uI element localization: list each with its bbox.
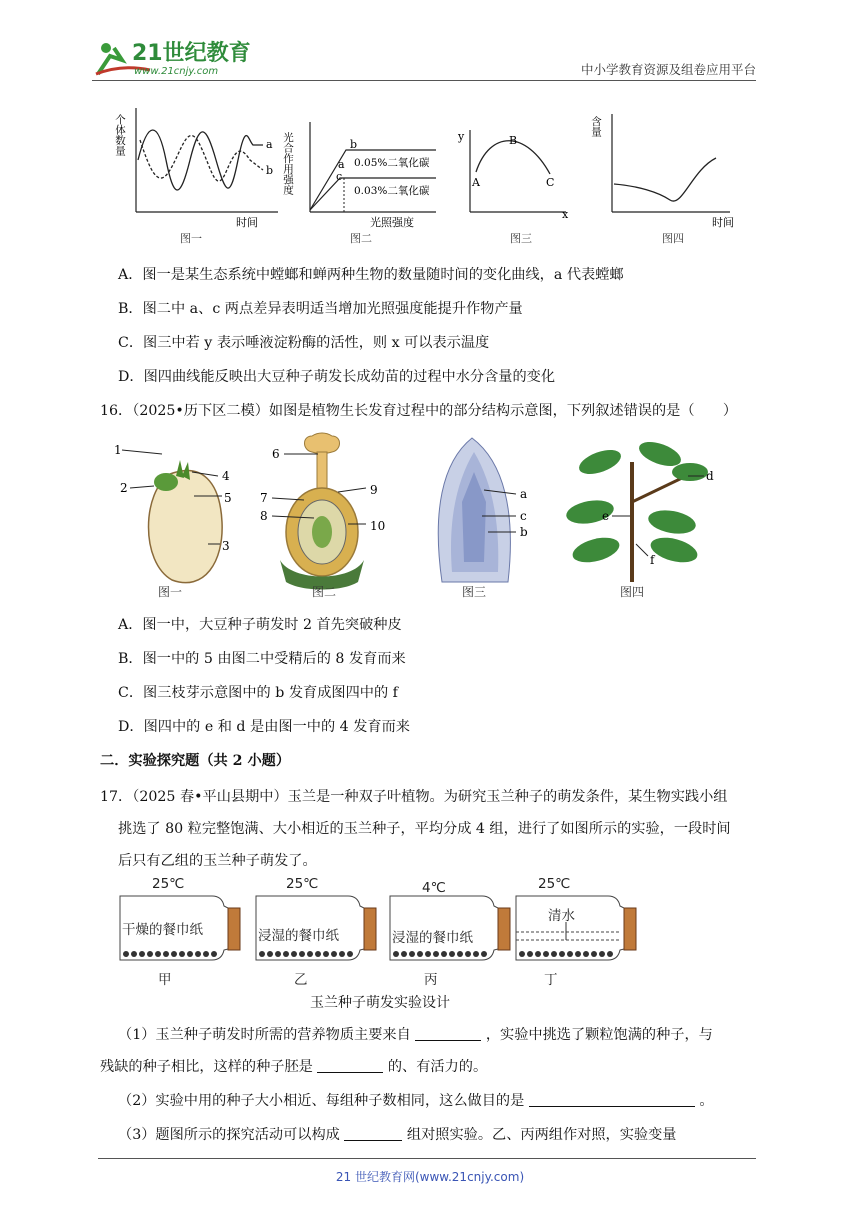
svg-text:6: 6 (272, 447, 280, 461)
svg-text:b: b (266, 164, 274, 177)
q16-stem: 16．（2025•历下区二模）如图是植物生长发育过程中的部分结构示意图，下列叙述错误的是（ ） (100, 403, 738, 419)
svg-text:b: b (520, 525, 528, 539)
svg-text:9: 9 (370, 483, 378, 497)
svg-text:0.03%二氧化碳: 0.03%二氧化碳 (354, 185, 430, 197)
svg-text:x: x (562, 208, 569, 221)
svg-text:e: e (602, 509, 610, 523)
q15-option-b: B．图二中 a、c 两点差异表明适当增加光照强度能提升作物产量 (118, 301, 523, 317)
svg-text:图二: 图二 (350, 232, 372, 245)
q17-line3: 后只有乙组的玉兰种子萌发了。 (118, 853, 317, 869)
q17-line1: 17．（2025 春•平山县期中）玉兰是一种双子叶植物。为研究玉兰种子的萌发条件，某生物实践小组 (100, 789, 728, 805)
svg-text:a: a (338, 158, 345, 171)
q16-option-a: A．图一中，大豆种子萌发时 2 首先突破种皮 (118, 617, 402, 633)
svg-text:7: 7 (260, 491, 268, 505)
svg-text:d: d (706, 469, 714, 483)
svg-text:图一: 图一 (158, 585, 183, 599)
svg-text:www.21cnjy.com: www.21cnjy.com (134, 66, 219, 77)
q16-option-c: C．图三枝芽示意图中的 b 发育成图四中的 f (118, 685, 398, 701)
answer-blank-1[interactable] (415, 1026, 481, 1041)
seed-diagram (114, 443, 232, 599)
svg-text:f: f (650, 553, 655, 567)
svg-text:10: 10 (370, 519, 386, 533)
svg-text:光合作用强度: 光合作用强度 (282, 132, 294, 195)
q17-line2: 挑选了 80 粒完整饱满、大小相近的玉兰种子，平均分成 4 组，进行了如图所示的实验，一段时间 (118, 821, 731, 837)
q15-option-c: C．图三中若 y 表示唾液淀粉酶的活性，则 x 可以表示温度 (118, 335, 490, 351)
header-divider (92, 80, 756, 81)
section-heading: 二．实验探究题（共 2 小题） (100, 753, 291, 769)
svg-text:图二: 图二 (312, 585, 337, 599)
svg-text:2: 2 (120, 481, 128, 495)
svg-text:含量: 含量 (590, 116, 602, 137)
svg-text:a: a (520, 487, 528, 501)
q15-option-d: D．图四曲线能反映出大豆种子萌发长成幼苗的过程中水分含量的变化 (118, 369, 556, 385)
q16-option-d: D．图四中的 e 和 d 是由图一中的 4 发育而来 (118, 719, 410, 735)
svg-text:c: c (520, 509, 527, 523)
graph-fig2 (282, 122, 436, 245)
graph-fig3 (457, 130, 569, 245)
answer-blank-2[interactable] (317, 1058, 383, 1073)
svg-text:图三: 图三 (462, 585, 487, 599)
branch-diagram (564, 437, 714, 599)
experiment-figure: 25℃ 25℃ 4℃ 25℃ 干燥的餐巾纸 浸湿的餐巾纸 浸湿的餐巾纸 清水 甲 乙 丙 丁 玉兰种子萌发实验设计 (112, 872, 672, 1012)
q17-part1-line1: （1）玉兰种子萌发时所需的营养物质主要来自 ，实验中挑选了颗粒饱满的种子，与 (118, 1027, 713, 1043)
header-platform-text: 中小学教育资源及组卷应用平台 (580, 62, 756, 77)
svg-text:A: A (472, 176, 480, 189)
experiment-caption: 玉兰种子萌发实验设计 (310, 995, 450, 1011)
svg-text:0.05%二氧化碳: 0.05%二氧化碳 (354, 157, 430, 169)
bottle-ding (516, 896, 636, 960)
q16-option-b: B．图一中的 5 由图二中受精后的 8 发育而来 (118, 651, 406, 667)
svg-text:4: 4 (222, 469, 230, 483)
graph-fig1 (114, 108, 278, 245)
svg-text:c: c (336, 170, 343, 183)
q15-option-a: A．图一是某生态系统中螳螂和蝉两种生物的数量随时间的变化曲线，a 代表螳螂 (118, 267, 624, 283)
svg-text:光照强度: 光照强度 (370, 216, 414, 229)
svg-text:a: a (266, 138, 273, 151)
footer-text: 21 世纪教育网(www.21cnjy.com) (335, 1170, 525, 1184)
q17-part3: （3）题图所示的探究活动可以构成 组对照实验。乙、丙两组作对照，实验变量 (118, 1127, 677, 1143)
svg-text:1: 1 (114, 443, 122, 457)
q17-part1-line2: 残缺的种子相比，这样的种子胚是 的、有活力的。 (100, 1059, 488, 1075)
flower-pistil-diagram (260, 433, 385, 599)
q17-part2: （2）实验中用的种子大小相近、每组种子数相同，这么做目的是 。 (118, 1093, 714, 1109)
figure-row-plant-structures (112, 432, 722, 602)
svg-text:3: 3 (222, 539, 230, 553)
svg-text:时间: 时间 (712, 216, 734, 229)
svg-text:21世纪教育: 21世纪教育 (132, 41, 251, 66)
svg-text:5: 5 (224, 491, 232, 505)
svg-text:b: b (350, 138, 358, 151)
figure-row-graphs (114, 100, 758, 250)
svg-text:8: 8 (260, 509, 268, 523)
logo (92, 34, 262, 78)
footer-divider (98, 1158, 756, 1159)
svg-text:C: C (546, 176, 555, 189)
svg-text:个体数量: 个体数量 (114, 114, 126, 156)
svg-text:图三: 图三 (510, 232, 532, 245)
svg-text:图一: 图一 (180, 232, 202, 245)
answer-blank-4[interactable] (344, 1126, 402, 1141)
svg-text:图四: 图四 (662, 232, 684, 245)
svg-text:y: y (458, 130, 465, 143)
answer-blank-3[interactable] (529, 1092, 695, 1107)
bud-diagram (438, 438, 528, 599)
graph-fig4 (590, 114, 734, 245)
svg-text:B: B (509, 134, 518, 147)
svg-text:时间: 时间 (236, 216, 258, 229)
svg-text:图四: 图四 (620, 585, 645, 599)
